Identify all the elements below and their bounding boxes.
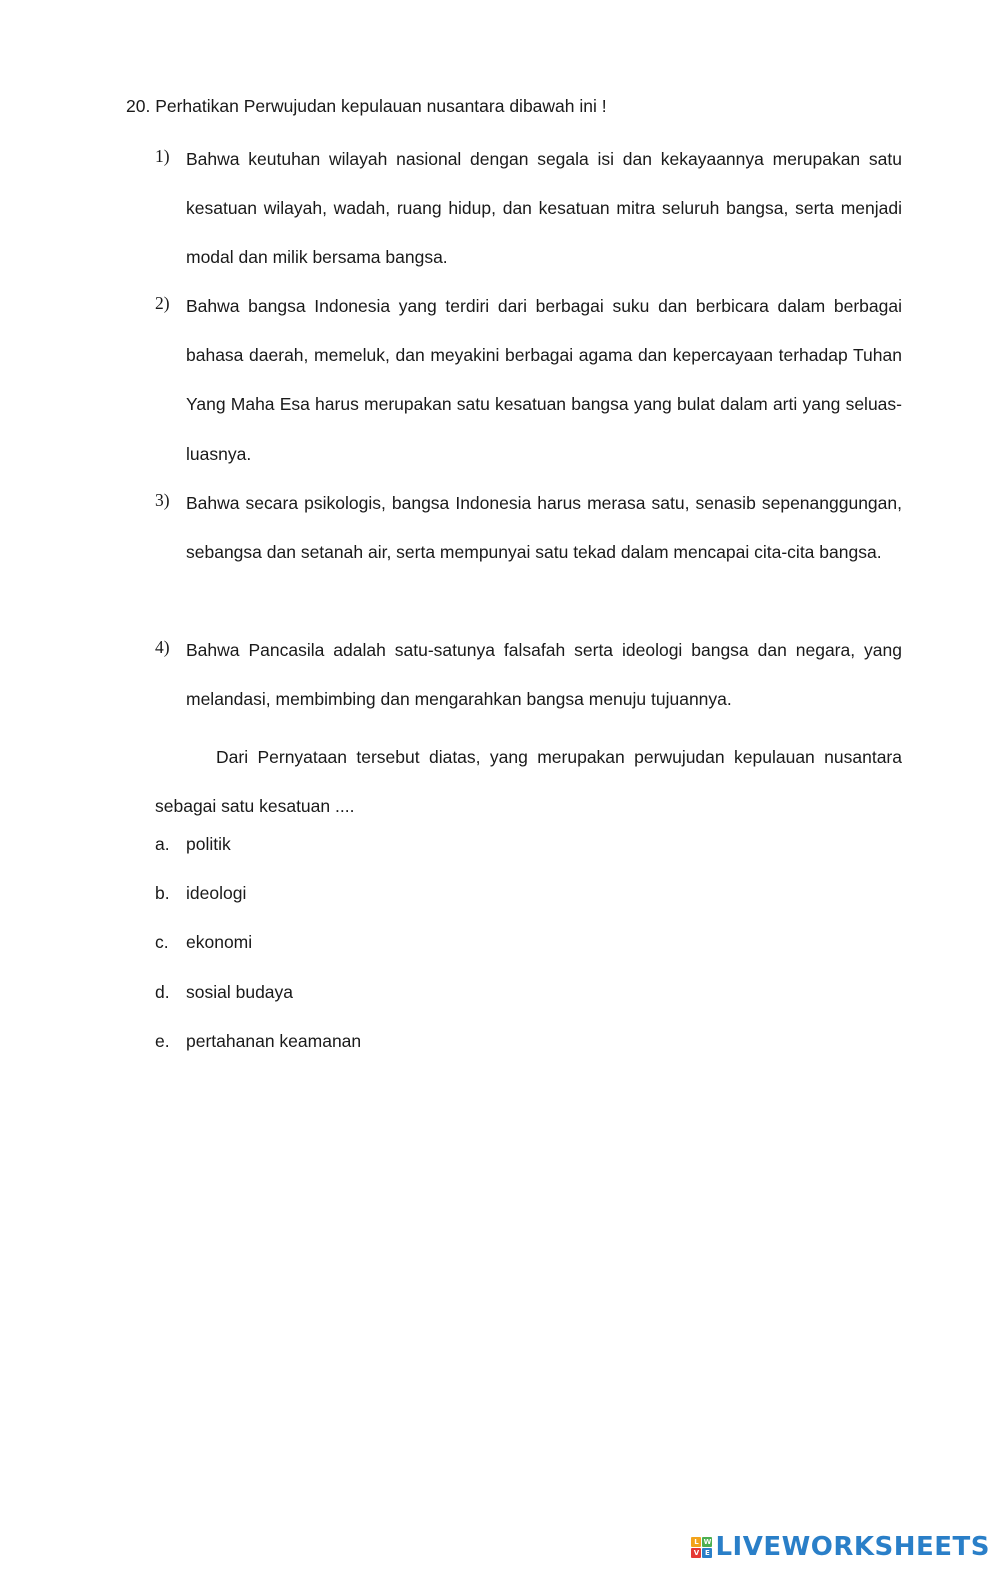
logo-mark-icon	[691, 1537, 712, 1558]
logo-mark-cell: L	[691, 1537, 701, 1547]
statement-number: 4)	[155, 637, 170, 657]
option-text: ideologi	[186, 883, 247, 904]
statement-item-4	[155, 626, 902, 724]
option-letter: a.	[155, 834, 170, 854]
option-c[interactable]	[155, 929, 361, 978]
statement-item-2	[155, 282, 902, 479]
logo-text: LIVEWORKSHEETS	[715, 1532, 990, 1562]
option-text: sosial budaya	[186, 981, 294, 1002]
question-title: 20. Perhatikan Perwujudan kepulauan nusantara dibawah ini !	[126, 96, 607, 116]
statement-text: Bahwa keutuhan wilayah nasional dengan segala isi dan kekayaannya merupakan satu kesatuan wilayah, wadah, ruang hidup, dan kesatuan mitra seluruh bangsa, serta menjadi modal dan milik bersama bangsa.	[186, 149, 902, 268]
statement-item-3	[155, 479, 902, 577]
option-letter: e.	[155, 1030, 170, 1051]
answer-options	[155, 831, 361, 1077]
statement-item-1	[155, 135, 902, 283]
option-text: politik	[186, 834, 231, 854]
logo-mark-cell: V	[691, 1548, 701, 1558]
liveworksheets-logo[interactable]	[691, 1532, 990, 1562]
logo-mark-cell: W	[703, 1537, 712, 1546]
option-letter: d.	[155, 981, 170, 1002]
option-letter: b.	[155, 883, 170, 904]
logo-mark-cell: E	[702, 1548, 712, 1558]
question-prompt: Dari Pernyataan tersebut diatas, yang merupakan perwujudan kepulauan nusantara sebagai satu kesatuan ....	[155, 747, 902, 817]
option-text: ekonomi	[186, 932, 253, 953]
statement-text: Bahwa Pancasila adalah satu-satunya falsafah serta ideologi bangsa dan negara, yang melandasi, membimbing dan mengarahkan bangsa menuju tujuannya.	[186, 640, 902, 710]
option-a[interactable]	[155, 831, 361, 880]
option-letter: c.	[155, 932, 169, 953]
statement-text: Bahwa bangsa Indonesia yang terdiri dari berbagai suku dan berbicara dalam berbagai bahasa daerah, memeluk, dan meyakini berbagai agama dan kepercayaan terhadap Tuhan Yang Maha Esa harus merupakan satu kesatuan bangsa yang bulat dalam arti yang seluas-luasnya.	[186, 296, 902, 464]
statement-number: 1)	[155, 146, 170, 166]
statement-number: 2)	[155, 293, 170, 313]
option-e[interactable]	[155, 1028, 361, 1077]
option-text: pertahanan keamanan	[186, 1030, 362, 1051]
statement-number: 3)	[155, 490, 170, 510]
option-d[interactable]	[155, 979, 361, 1028]
statement-text: Bahwa secara psikologis, bangsa Indonesia harus merasa satu, senasib sepenanggungan, sebangsa dan setanah air, serta mempunyai satu tekad dalam mencapai cita-cita bangsa.	[186, 493, 902, 563]
option-b[interactable]	[155, 880, 361, 929]
